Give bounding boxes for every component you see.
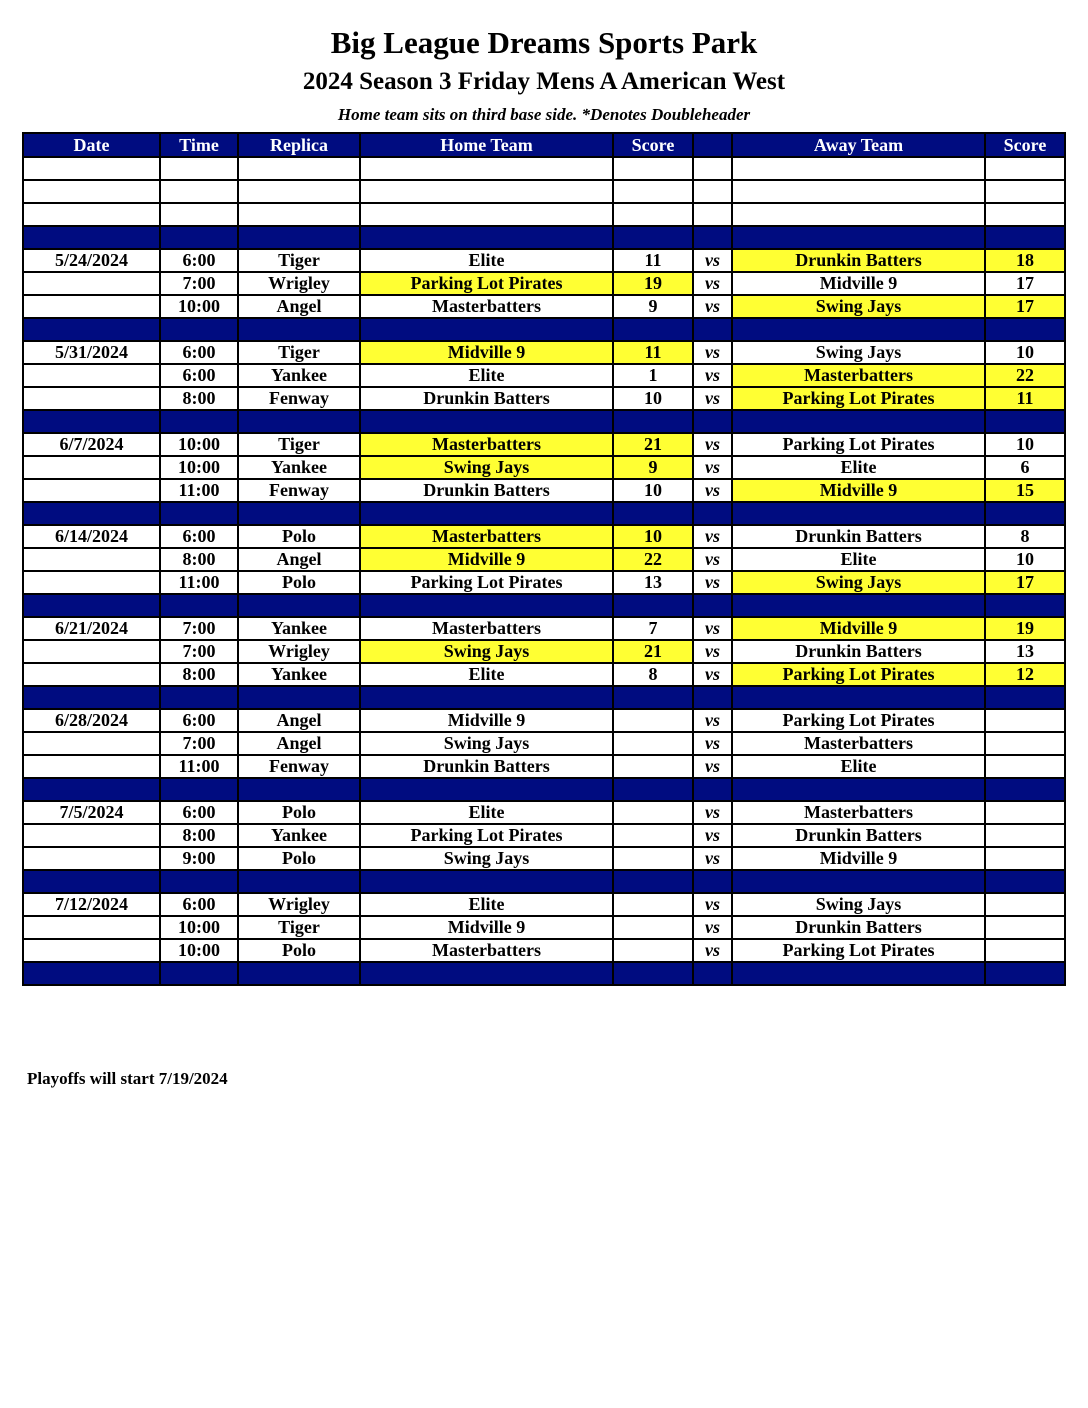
home-score-cell: 9 (613, 295, 693, 318)
time-cell: 9:00 (160, 847, 238, 870)
home-score-cell: 22 (613, 548, 693, 571)
vs-cell: vs (693, 571, 732, 594)
home-team-cell: Drunkin Batters (360, 755, 613, 778)
date-cell (23, 640, 160, 663)
away-score-cell (985, 916, 1065, 939)
vs-cell: vs (693, 295, 732, 318)
home-team-cell: Drunkin Batters (360, 387, 613, 410)
away-team-cell: Parking Lot Pirates (732, 663, 985, 686)
home-team-cell: Elite (360, 663, 613, 686)
time-cell: 8:00 (160, 548, 238, 571)
replica-cell: Polo (238, 847, 360, 870)
game-row (23, 364, 1065, 387)
away-score-cell (985, 732, 1065, 755)
away-score-cell: 10 (985, 433, 1065, 456)
away-team-cell: Parking Lot Pirates (732, 387, 985, 410)
home-team-cell: Elite (360, 364, 613, 387)
away-score-cell: 10 (985, 341, 1065, 364)
replica-cell: Polo (238, 801, 360, 824)
home-score-cell (613, 916, 693, 939)
vs-cell: vs (693, 341, 732, 364)
game-row (23, 272, 1065, 295)
vs-cell: vs (693, 272, 732, 295)
vs-cell: vs (693, 387, 732, 410)
time-cell: 7:00 (160, 732, 238, 755)
time-cell: 10:00 (160, 456, 238, 479)
date-cell: 7/5/2024 (23, 801, 160, 824)
replica-cell: Yankee (238, 663, 360, 686)
date-cell (23, 456, 160, 479)
away-score-cell (985, 755, 1065, 778)
away-team-cell: Masterbatters (732, 364, 985, 387)
home-score-cell (613, 893, 693, 916)
game-row (23, 755, 1065, 778)
away-team-cell: Midville 9 (732, 847, 985, 870)
away-score-cell (985, 801, 1065, 824)
away-team-cell: Parking Lot Pirates (732, 709, 985, 732)
away-score-cell (985, 939, 1065, 962)
home-team-cell: Masterbatters (360, 617, 613, 640)
time-cell: 7:00 (160, 272, 238, 295)
away-team-cell: Elite (732, 456, 985, 479)
home-team-cell: Parking Lot Pirates (360, 272, 613, 295)
home-score-cell (613, 824, 693, 847)
date-cell: 5/31/2024 (23, 341, 160, 364)
game-row (23, 617, 1065, 640)
home-team-cell: Elite (360, 249, 613, 272)
home-score-cell: 10 (613, 525, 693, 548)
home-score-cell: 13 (613, 571, 693, 594)
away-score-cell: 11 (985, 387, 1065, 410)
replica-cell: Fenway (238, 755, 360, 778)
home-score-cell (613, 801, 693, 824)
home-score-cell (613, 732, 693, 755)
away-score-cell: 22 (985, 364, 1065, 387)
game-row (23, 847, 1065, 870)
time-cell: 7:00 (160, 640, 238, 663)
away-team-cell: Drunkin Batters (732, 525, 985, 548)
date-cell: 6/7/2024 (23, 433, 160, 456)
away-team-cell: Masterbatters (732, 732, 985, 755)
date-cell (23, 916, 160, 939)
home-score-cell (613, 709, 693, 732)
date-cell (23, 663, 160, 686)
home-team-cell: Swing Jays (360, 640, 613, 663)
home-score-cell (613, 847, 693, 870)
week-separator-row (23, 410, 1065, 433)
away-score-cell: 17 (985, 272, 1065, 295)
replica-cell: Tiger (238, 916, 360, 939)
home-score-cell: 21 (613, 433, 693, 456)
away-team-cell: Drunkin Batters (732, 249, 985, 272)
date-cell: 6/28/2024 (23, 709, 160, 732)
away-team-cell: Drunkin Batters (732, 640, 985, 663)
page-subtitle: 2024 Season 3 Friday Mens A American West (302, 68, 786, 95)
column-header-date: Date (23, 133, 160, 157)
away-score-cell: 12 (985, 663, 1065, 686)
time-cell: 6:00 (160, 709, 238, 732)
away-score-cell: 18 (985, 249, 1065, 272)
game-row (23, 824, 1065, 847)
game-row (23, 916, 1065, 939)
time-cell: 11:00 (160, 571, 238, 594)
column-header-home-team: Home Team (360, 133, 613, 157)
time-cell: 8:00 (160, 387, 238, 410)
away-score-cell (985, 709, 1065, 732)
vs-cell: vs (693, 456, 732, 479)
vs-cell: vs (693, 801, 732, 824)
home-team-cell: Midville 9 (360, 916, 613, 939)
vs-cell: vs (693, 479, 732, 502)
home-score-cell: 8 (613, 663, 693, 686)
vs-cell: vs (693, 663, 732, 686)
date-cell (23, 295, 160, 318)
column-header-vs (693, 133, 732, 157)
home-team-cell: Swing Jays (360, 456, 613, 479)
time-cell: 7:00 (160, 617, 238, 640)
away-team-cell: Elite (732, 755, 985, 778)
blank-row (23, 157, 1065, 180)
replica-cell: Fenway (238, 387, 360, 410)
page-title: Big League Dreams Sports Park (330, 25, 758, 60)
home-score-cell: 7 (613, 617, 693, 640)
replica-cell: Tiger (238, 341, 360, 364)
week-separator-row (23, 778, 1065, 801)
game-row (23, 663, 1065, 686)
home-team-cell: Midville 9 (360, 341, 613, 364)
date-cell: 6/14/2024 (23, 525, 160, 548)
column-header-away-team: Away Team (732, 133, 985, 157)
away-team-cell: Midville 9 (732, 479, 985, 502)
date-cell (23, 755, 160, 778)
home-score-cell: 10 (613, 479, 693, 502)
week-separator-row (23, 594, 1065, 617)
column-header-away-score: Score (985, 133, 1065, 157)
away-score-cell: 8 (985, 525, 1065, 548)
home-team-cell: Masterbatters (360, 433, 613, 456)
away-team-cell: Drunkin Batters (732, 824, 985, 847)
date-cell: 7/12/2024 (23, 893, 160, 916)
date-cell (23, 387, 160, 410)
vs-cell: vs (693, 364, 732, 387)
away-team-cell: Masterbatters (732, 801, 985, 824)
week-separator-row (23, 962, 1065, 985)
time-cell: 11:00 (160, 479, 238, 502)
vs-cell: vs (693, 939, 732, 962)
home-team-cell: Swing Jays (360, 732, 613, 755)
replica-cell: Angel (238, 548, 360, 571)
game-row (23, 479, 1065, 502)
game-row (23, 387, 1065, 410)
away-score-cell (985, 824, 1065, 847)
time-cell: 6:00 (160, 341, 238, 364)
vs-cell: vs (693, 617, 732, 640)
game-row (23, 893, 1065, 916)
schedule-table (22, 132, 1066, 986)
date-cell (23, 732, 160, 755)
date-cell (23, 824, 160, 847)
week-separator-row (23, 870, 1065, 893)
home-team-cell: Masterbatters (360, 939, 613, 962)
replica-cell: Angel (238, 295, 360, 318)
home-score-cell: 1 (613, 364, 693, 387)
week-separator-row (23, 318, 1065, 341)
away-score-cell: 6 (985, 456, 1065, 479)
home-team-cell: Midville 9 (360, 709, 613, 732)
game-row (23, 548, 1065, 571)
vs-cell: vs (693, 525, 732, 548)
replica-cell: Polo (238, 571, 360, 594)
replica-cell: Tiger (238, 433, 360, 456)
game-row (23, 456, 1065, 479)
home-score-cell: 11 (613, 249, 693, 272)
game-row (23, 249, 1065, 272)
replica-cell: Angel (238, 709, 360, 732)
replica-cell: Tiger (238, 249, 360, 272)
vs-cell: vs (693, 847, 732, 870)
home-score-cell: 21 (613, 640, 693, 663)
home-team-cell: Elite (360, 893, 613, 916)
replica-cell: Yankee (238, 364, 360, 387)
home-score-cell: 9 (613, 456, 693, 479)
time-cell: 6:00 (160, 364, 238, 387)
schedule-note: Home team sits on third base side. *Denotes Doubleheader (337, 105, 751, 124)
replica-cell: Wrigley (238, 893, 360, 916)
away-team-cell: Midville 9 (732, 272, 985, 295)
vs-cell: vs (693, 916, 732, 939)
time-cell: 6:00 (160, 525, 238, 548)
away-team-cell: Elite (732, 548, 985, 571)
vs-cell: vs (693, 732, 732, 755)
date-cell (23, 571, 160, 594)
vs-cell: vs (693, 709, 732, 732)
time-cell: 8:00 (160, 824, 238, 847)
home-team-cell: Masterbatters (360, 295, 613, 318)
date-cell: 6/21/2024 (23, 617, 160, 640)
date-cell: 5/24/2024 (23, 249, 160, 272)
vs-cell: vs (693, 893, 732, 916)
home-team-cell: Parking Lot Pirates (360, 571, 613, 594)
replica-cell: Polo (238, 939, 360, 962)
time-cell: 10:00 (160, 433, 238, 456)
replica-cell: Fenway (238, 479, 360, 502)
replica-cell: Wrigley (238, 640, 360, 663)
game-row (23, 732, 1065, 755)
date-cell (23, 847, 160, 870)
time-cell: 10:00 (160, 916, 238, 939)
playoffs-note: Playoffs will start 7/19/2024 (27, 1069, 228, 1088)
game-row (23, 640, 1065, 663)
home-score-cell: 10 (613, 387, 693, 410)
away-score-cell: 15 (985, 479, 1065, 502)
game-row (23, 341, 1065, 364)
home-team-cell: Midville 9 (360, 548, 613, 571)
away-score-cell: 17 (985, 571, 1065, 594)
date-cell (23, 272, 160, 295)
home-team-cell: Drunkin Batters (360, 479, 613, 502)
date-cell (23, 479, 160, 502)
away-score-cell (985, 893, 1065, 916)
home-score-cell (613, 755, 693, 778)
column-header-home-score: Score (613, 133, 693, 157)
away-team-cell: Swing Jays (732, 341, 985, 364)
home-score-cell: 11 (613, 341, 693, 364)
replica-cell: Yankee (238, 617, 360, 640)
vs-cell: vs (693, 640, 732, 663)
time-cell: 11:00 (160, 755, 238, 778)
blank-row (23, 180, 1065, 203)
vs-cell: vs (693, 249, 732, 272)
schedule-body (23, 157, 1065, 985)
replica-cell: Yankee (238, 824, 360, 847)
game-row (23, 801, 1065, 824)
home-score-cell: 19 (613, 272, 693, 295)
game-row (23, 433, 1065, 456)
game-row (23, 939, 1065, 962)
game-row (23, 525, 1065, 548)
date-cell (23, 548, 160, 571)
away-score-cell: 10 (985, 548, 1065, 571)
home-team-cell: Elite (360, 801, 613, 824)
vs-cell: vs (693, 433, 732, 456)
column-header-time: Time (160, 133, 238, 157)
away-team-cell: Swing Jays (732, 295, 985, 318)
time-cell: 10:00 (160, 939, 238, 962)
away-team-cell: Parking Lot Pirates (732, 939, 985, 962)
week-separator-row (23, 226, 1065, 249)
game-row (23, 709, 1065, 732)
away-team-cell: Swing Jays (732, 571, 985, 594)
away-team-cell: Midville 9 (732, 617, 985, 640)
away-team-cell: Swing Jays (732, 893, 985, 916)
replica-cell: Angel (238, 732, 360, 755)
blank-row (23, 203, 1065, 226)
date-cell (23, 364, 160, 387)
away-score-cell (985, 847, 1065, 870)
game-row (23, 571, 1065, 594)
away-score-cell: 13 (985, 640, 1065, 663)
home-score-cell (613, 939, 693, 962)
time-cell: 10:00 (160, 295, 238, 318)
home-team-cell: Swing Jays (360, 847, 613, 870)
game-row (23, 295, 1065, 318)
away-score-cell: 19 (985, 617, 1065, 640)
week-separator-row (23, 502, 1065, 525)
away-team-cell: Parking Lot Pirates (732, 433, 985, 456)
time-cell: 6:00 (160, 249, 238, 272)
time-cell: 6:00 (160, 893, 238, 916)
table-header-row (23, 133, 1065, 157)
vs-cell: vs (693, 755, 732, 778)
home-team-cell: Masterbatters (360, 525, 613, 548)
week-separator-row (23, 686, 1065, 709)
replica-cell: Yankee (238, 456, 360, 479)
vs-cell: vs (693, 548, 732, 571)
vs-cell: vs (693, 824, 732, 847)
replica-cell: Polo (238, 525, 360, 548)
column-header-replica: Replica (238, 133, 360, 157)
time-cell: 8:00 (160, 663, 238, 686)
replica-cell: Wrigley (238, 272, 360, 295)
away-score-cell: 17 (985, 295, 1065, 318)
date-cell (23, 939, 160, 962)
away-team-cell: Drunkin Batters (732, 916, 985, 939)
time-cell: 6:00 (160, 801, 238, 824)
home-team-cell: Parking Lot Pirates (360, 824, 613, 847)
